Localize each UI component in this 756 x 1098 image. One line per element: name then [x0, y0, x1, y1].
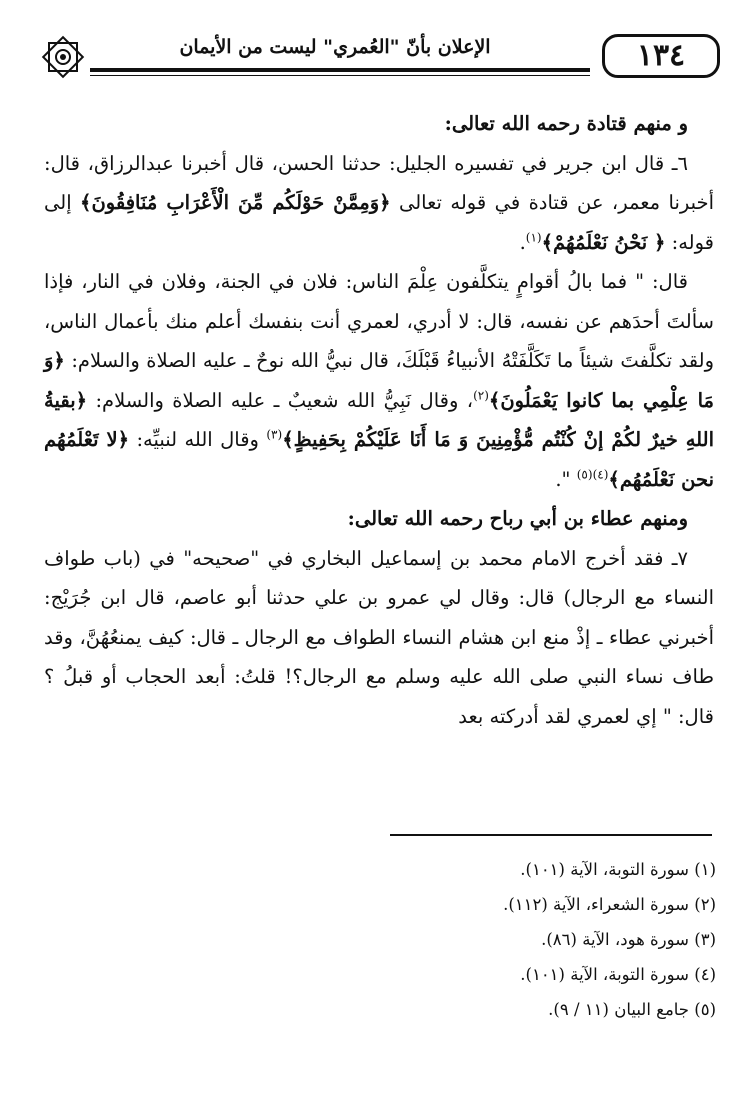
quran-verse: ﴿وَمِمَّنْ حَوْلَكُم مِّنَ الْأَعْرَابِ مُنَافِقُونَ﴾ — [80, 191, 391, 214]
page-number: ١٣٤ — [602, 34, 720, 78]
footnote-ref: (١) — [525, 230, 542, 244]
footnote-divider — [390, 834, 712, 836]
footnote-ref: (٤) — [592, 467, 609, 481]
header-rule — [90, 68, 590, 72]
footnote-3: (٣) سورة هود، الآية (٨٦). — [541, 930, 716, 949]
paragraph-6-text-b: إلى قوله: — [44, 191, 714, 254]
quote-text-a: قال: " فما بالُ أقوامٍ يتكلَّفون عِلْمَ الناس: فلان في الجنة، وفلان في النار، فإذا سألتَ أحدَهم عن نفسه، قال: لا أدري، لعمري أنت بنفسك أعلم منك بأعمال الناس، ولقد تكلَّفتَ شيئاً ما تَكَلَّفَتْهُ الأنبياءُ قَبْلَكَ، قال نبيُّ الله نوحٌ ـ عليه الصلاة والسلام: — [44, 270, 714, 372]
quran-verse: ﴿لا تَعْلَمُهُم نحن نَعْلَمُهُم﴾ — [44, 428, 714, 491]
page-header — [40, 28, 720, 98]
quran-verse: ﴿ نَحْنُ نَعْلَمُهُمْ﴾ — [541, 230, 666, 254]
paragraph-6-text-a: ٦ـ قال ابن جرير في تفسيره الجليل: حدثنا الحسن، قال أخبرنا عبدالرزاق، قال: أخبرنا معمر، عن قتادة في قوله تعالى — [44, 151, 714, 214]
quote-end: ". — [555, 467, 577, 491]
footnote-5: (٥) جامع البيان (١١ / ٩). — [548, 1000, 716, 1019]
section-heading-ata: ومنهم عطاء بن أبي رباح رحمه الله تعالى: — [347, 507, 688, 530]
body-text — [44, 104, 714, 736]
footnote-ref: (٣) — [266, 427, 283, 442]
star-ornament-icon — [40, 34, 86, 80]
footnote-ref: (٥) — [576, 467, 593, 481]
section-heading-qatada: و منهم قتادة رحمه الله تعالى: — [444, 112, 688, 135]
paragraph-qatada-quote — [44, 262, 714, 499]
paragraph-6 — [44, 144, 714, 263]
footnote-1: (١) سورة التوبة، الآية (١٠١). — [520, 860, 716, 879]
quote-text-c: وقال الله لنبيِّه: — [129, 428, 267, 451]
paragraph-7: ٧ـ فقد أخرج الامام محمد بن إسماعيل البخاري في "صحيحه" في (باب طواف النساء مع الرجال) قال: وقال لي عمرو بن علي حدثنا أبو عاصم، قال ابن جُرَيْج: أخبرني عطاء ـ إذْ منع ابن هشام النساء الطواف مع الرجال ـ قال: كيف يمنعُهُنَّ، وقد طاف نساء النبي صلى الله عليه وسلم مع الرجال؟! قلتُ: أبعد الحجاب أو قبلُ ؟ قال: " إي لعمري لقد أدركته بعد — [44, 546, 714, 728]
header-rule-thin — [90, 75, 590, 76]
quote-text-b: ، وقال نَبِيُّ الله شعيبٌ ـ عليه الصلاة والسلام: — [87, 388, 474, 412]
footnote-2: (٢) سورة الشعراء، الآية (١١٢). — [503, 895, 716, 914]
paragraph-6-end: . — [519, 230, 526, 254]
quran-verse: ﴿وَ مَا عِلْمِي بما كانوا يَعْمَلُونَ﴾ — [44, 349, 714, 412]
running-title: الإعلان بأنّ "العُمري" ليست من الأيمان — [179, 36, 491, 58]
footnotes — [216, 852, 716, 1027]
footnote-ref: (٢) — [473, 388, 489, 402]
quran-verse: ﴿بقيةُ اللهِ خيرٌ لكُمْ إنْ كُنْتُم مُّؤْمِنِينَ وَ مَا أَنَا عَلَيْكُمْ بِحَفِيظٍ﴾ — [44, 388, 714, 451]
footnote-4: (٤) سورة التوبة، الآية (١٠١). — [520, 965, 716, 984]
